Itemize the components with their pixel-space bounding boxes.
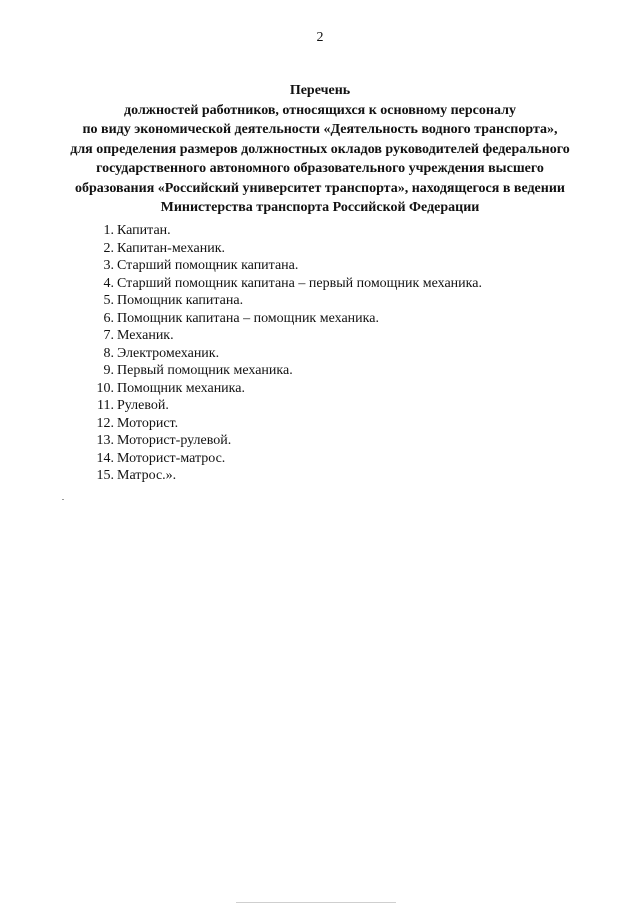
list-item bbox=[0, 240, 482, 258]
title-line: должностей работников, относящихся к основному персоналу bbox=[124, 102, 516, 118]
item-number: 4. bbox=[103, 275, 114, 291]
title-line: Министерства транспорта Российской Федерации bbox=[160, 200, 480, 215]
list-item bbox=[0, 292, 482, 310]
item-number: 5. bbox=[103, 293, 114, 308]
item-text: Помощник капитана – помощник механика. bbox=[117, 310, 379, 326]
item-text: Моторист-матрос. bbox=[117, 450, 226, 466]
item-number: 8. bbox=[103, 345, 114, 361]
list-item bbox=[0, 380, 482, 398]
title-line: по виду экономической деятельности «Деятельность водного транспорта», bbox=[82, 122, 558, 137]
list-item bbox=[0, 432, 482, 450]
title-line: для определения размеров должностных окладов руководителей федерального bbox=[70, 141, 570, 157]
list-item bbox=[0, 310, 482, 328]
item-text: Старший помощник капитана. bbox=[117, 258, 299, 273]
item-text: Капитан. bbox=[117, 223, 171, 238]
scan-speck bbox=[236, 902, 396, 903]
list-item bbox=[0, 275, 482, 293]
list-item bbox=[0, 415, 482, 433]
title-heading: Перечень bbox=[289, 83, 351, 98]
list-item bbox=[0, 222, 482, 240]
item-number: 10. bbox=[96, 380, 114, 396]
positions-list bbox=[0, 222, 482, 485]
item-text: Капитан-механик. bbox=[117, 240, 226, 256]
page-number: 2 bbox=[316, 30, 324, 45]
item-text: Рулевой. bbox=[117, 398, 169, 413]
item-number: 7. bbox=[103, 328, 114, 343]
item-text: Помощник капитана. bbox=[117, 293, 244, 308]
item-text: Электромеханик. bbox=[117, 345, 220, 361]
scan-speck bbox=[62, 499, 64, 500]
item-text: Моторист. bbox=[117, 415, 179, 431]
item-text: Матрос.». bbox=[117, 468, 177, 483]
item-number: 9. bbox=[103, 363, 114, 378]
item-text: Механик. bbox=[117, 328, 174, 343]
item-text: Первый помощник механика. bbox=[117, 363, 293, 378]
document-title bbox=[0, 81, 640, 218]
list-item bbox=[0, 362, 482, 380]
item-text: Помощник механика. bbox=[117, 380, 245, 396]
list-item bbox=[0, 345, 482, 363]
title-line: образования «Российский университет транспорта», находящегося в ведении bbox=[75, 180, 565, 196]
title-line: государственного автономного образовательного учреждения высшего bbox=[96, 161, 544, 176]
item-number: 11. bbox=[97, 398, 114, 413]
item-number: 12. bbox=[96, 415, 114, 431]
item-number: 14. bbox=[96, 450, 114, 466]
item-number: 13. bbox=[96, 433, 114, 448]
item-number: 1. bbox=[103, 223, 114, 238]
list-item bbox=[0, 257, 482, 275]
list-item bbox=[0, 467, 482, 485]
item-text: Моторист-рулевой. bbox=[117, 433, 232, 448]
item-number: 3. bbox=[103, 258, 114, 273]
list-item bbox=[0, 450, 482, 468]
list-item bbox=[0, 327, 482, 345]
item-number: 6. bbox=[103, 310, 114, 326]
item-number: 15. bbox=[96, 468, 114, 483]
list-item bbox=[0, 397, 482, 415]
item-number: 2. bbox=[103, 240, 114, 256]
item-text: Старший помощник капитана – первый помощник механика. bbox=[117, 275, 482, 291]
